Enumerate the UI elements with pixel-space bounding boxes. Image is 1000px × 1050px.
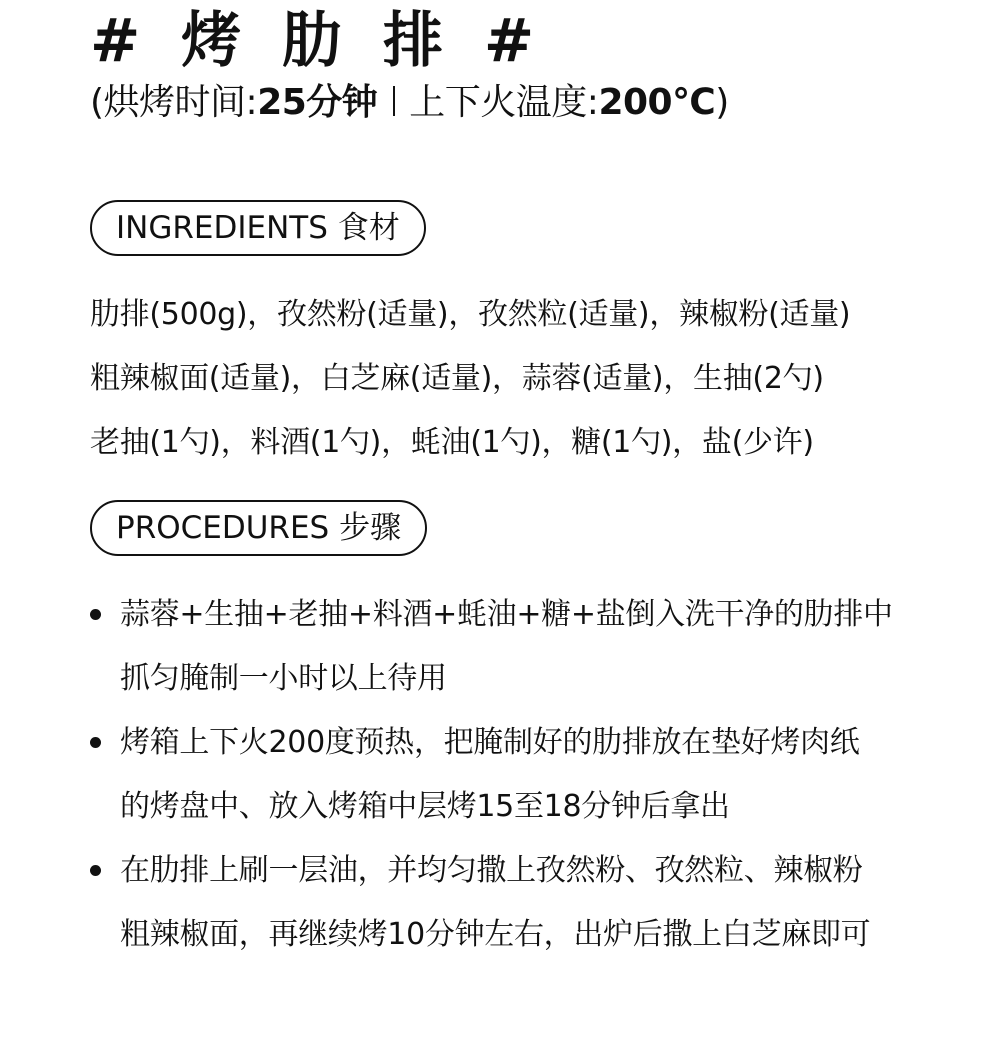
procedures-list (90, 583, 950, 967)
procedure-step-line: 粗辣椒面，再继续烤10分钟左右，出炉后撒上白芝麻即可 (120, 917, 871, 952)
bullet-icon (90, 865, 101, 876)
procedure-step (90, 711, 950, 839)
ingredients-line: 老抽(1勺)，料酒(1勺)，蚝油(1勺)，糖(1勺)，盐(少许) (90, 425, 814, 460)
procedure-step-line: 的烤盘中、放入烤箱中层烤15至18分钟后拿出 (120, 789, 730, 824)
bullet-icon (90, 609, 101, 620)
bake-time-label: (烘烤时间: (90, 82, 258, 123)
temperature-value: 200℃ (598, 82, 716, 123)
ingredients-line: 肋排(500g)，孜然粉(适量)，孜然粒(适量)，辣椒粉(适量) (90, 297, 851, 332)
subtitle-close-paren: ) (715, 82, 729, 123)
recipe-page (90, 0, 950, 952)
procedure-step (90, 839, 950, 967)
procedures-heading: PROCEDURES 步骤 (90, 500, 427, 556)
bullet-icon (90, 737, 101, 748)
temperature-label: 上下火温度: (409, 82, 599, 123)
subtitle-divider (393, 86, 395, 116)
bake-time-value: 25分钟 (257, 82, 378, 123)
procedure-step-line: 烤箱上下火200度预热，把腌制好的肋排放在垫好烤肉纸 (120, 725, 860, 760)
ingredients-list (90, 283, 950, 475)
ingredients-heading: INGREDIENTS 食材 (90, 200, 426, 256)
ingredients-line: 粗辣椒面(适量)，白芝麻(适量)，蒜蓉(适量)，生抽(2勺) (90, 361, 824, 396)
procedure-step-line: 在肋排上刷一层油，并均匀撒上孜然粉、孜然粒、辣椒粉 (120, 853, 863, 888)
recipe-subtitle (90, 78, 950, 128)
page-title: # 烤 肋 排 # (90, 6, 545, 76)
procedure-step-line: 蒜蓉+生抽+老抽+料酒+蚝油+糖+盐倒入洗干净的肋排中 (120, 597, 893, 632)
procedure-step (90, 583, 950, 711)
procedure-step-line: 抓匀腌制一小时以上待用 (120, 661, 447, 696)
